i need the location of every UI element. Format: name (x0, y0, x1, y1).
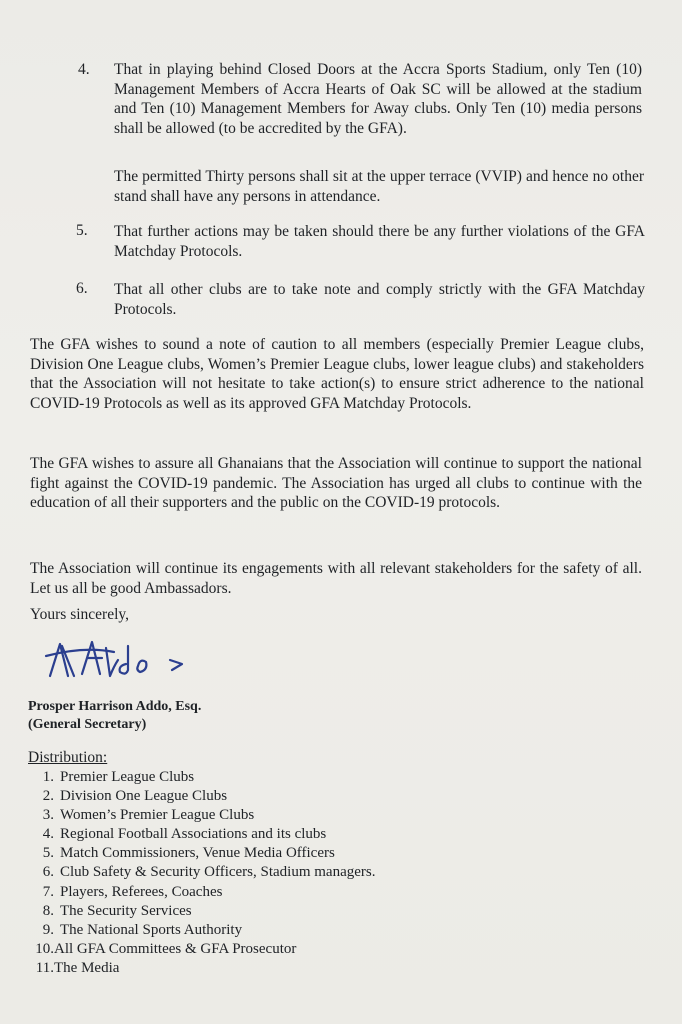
closing-salutation: Yours sincerely, (30, 606, 130, 623)
signatory-name: Prosper Harrison Addo, Esq. (28, 699, 202, 714)
list-item: 11.The Media (35, 959, 120, 976)
handwritten-signature (44, 626, 224, 686)
assurance-paragraph: The GFA wishes to assure all Ghanaians that the Association will continue to support the national fight against the COVID-19 pandemic. The Association has urged all clubs to continue with the education of all their supporters and the public on the COVID-19 protocols. (30, 455, 642, 511)
list-item: 8. The Security Services (42, 902, 192, 919)
list-item: 7. Players, Referees, Coaches (42, 883, 223, 900)
signatory-title: (General Secretary) (28, 717, 147, 732)
item-number: 6. (76, 280, 88, 297)
list-item: 3. Women’s Premier League Clubs (42, 807, 255, 824)
list-item: 6. Club Safety & Security Officers, Stadium managers. (42, 864, 376, 881)
caution-paragraph: The GFA wishes to sound a note of caution to all members (especially Premier League clubs, Division One League clubs, Women’s Premier League clubs, lower league clubs) and stakeholders that the Association will not hesitate to take action(s) to ensure strict adherence to the national COVID-19 Protocols as well as its approved GFA Matchday Protocols. (30, 336, 644, 412)
item-6-paragraph: That all other clubs are to take note and comply strictly with the GFA Matchday Protocols. (114, 281, 645, 318)
item-4-paragraph-1: That in playing behind Closed Doors at the Accra Sports Stadium, only Ten (10) Management Members of Accra Hearts of Oak SC will be allowed at the stadium and Ten (10) Management Members for Away clubs. Only Ten (10) media persons shall be allowed (to be accredited by the GFA). (114, 61, 642, 137)
list-item: 9. The National Sports Authority (42, 921, 243, 938)
item-number: 5. (76, 222, 88, 239)
list-item: 5. Match Commissioners, Venue Media Officers (42, 845, 335, 862)
item-number: 4. (78, 61, 90, 78)
list-item: 4. Regional Football Associations and its clubs (42, 826, 327, 843)
engagement-paragraph: The Association will continue its engagements with all relevant stakeholders for the safety of all. Let us all be good Ambassadors. (30, 560, 642, 597)
distribution-list (30, 768, 376, 978)
distribution-heading: Distribution: (28, 749, 108, 766)
item-5-paragraph: That further actions may be taken should there be any further violations of the GFA Matchday Protocols. (114, 223, 645, 260)
list-item: 2. Division One League Clubs (42, 788, 228, 805)
list-item: 10.All GFA Committees & GFA Prosecutor (35, 940, 297, 957)
item-4-paragraph-2: The permitted Thirty persons shall sit at the upper terrace (VVIP) and hence no other stand shall have any persons in attendance. (114, 168, 644, 205)
list-item: 1. Premier League Clubs (42, 769, 195, 785)
